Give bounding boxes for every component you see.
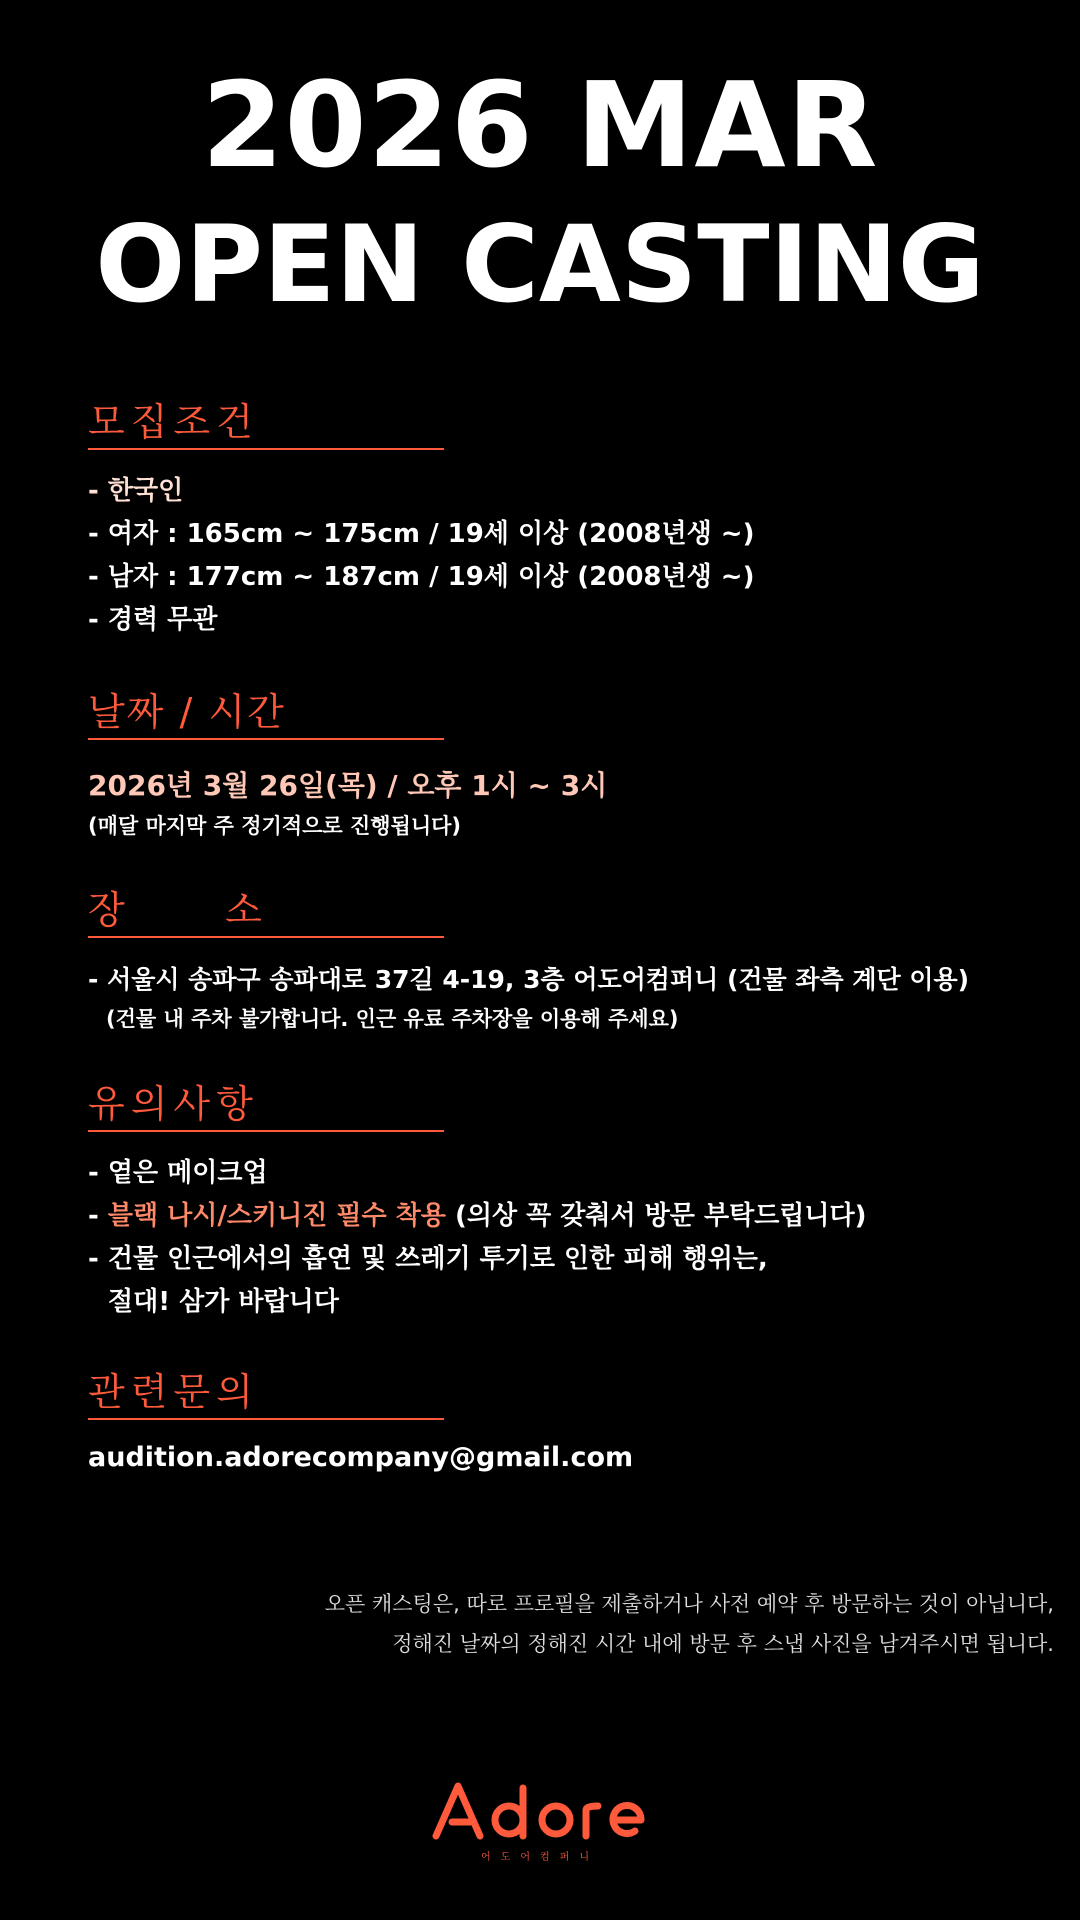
contact-email[interactable]: audition.adorecompany@gmail.com <box>88 1442 634 1473</box>
caution-highlight: 블랙 나시/스키니진 필수 착용 <box>107 1201 446 1231</box>
caution-bullet: - <box>88 1201 108 1231</box>
caution-item-continued: 절대! 삼가 바랍니다 <box>108 1287 339 1317</box>
open-casting-notice <box>325 1584 1054 1664</box>
event-date: 2026년 3월 26일(목) / 오후 1시 ~ 3시 <box>88 769 608 802</box>
caution-item: - 옅은 메이크업 <box>88 1158 268 1188</box>
requirement-item: - 여자 : 165cm ~ 175cm / 19세 이상 (2008년생 ~) <box>88 519 755 549</box>
datetime-section <box>88 688 1038 844</box>
requirement-item: - 한국인 <box>88 476 184 506</box>
poster-title <box>0 55 1080 335</box>
adore-logo <box>0 1780 1080 1863</box>
title-line-2: OPEN CASTING <box>95 203 985 326</box>
location-heading: 장 소 <box>88 886 444 938</box>
notice-line-1: 오픈 캐스팅은, 따로 프로필을 제출하거나 사전 예약 후 방문하는 것이 아닙니다, <box>324 1592 1054 1616</box>
requirement-item: - 남자 : 177cm ~ 187cm / 19세 이상 (2008년생 ~) <box>88 562 755 592</box>
requirements-section <box>88 398 1038 642</box>
location-section <box>88 886 1038 1037</box>
caution-rest: (의상 꼭 갖춰서 방문 부탁드립니다) <box>445 1201 867 1231</box>
contact-heading: 관련문의 <box>88 1368 444 1420</box>
event-date-note: (매달 마지막 주 정기적으로 진행됩니다) <box>88 814 462 838</box>
requirements-heading: 모집조건 <box>88 398 444 450</box>
adore-logo-mark <box>430 1780 650 1840</box>
location-address: - 서울시 송파구 송파대로 37길 4-19, 3층 어도어컴퍼니 (건물 좌측 계단 이용) <box>88 965 970 994</box>
location-note: (건물 내 주차 불가합니다. 인근 유료 주차장을 이용해 주세요) <box>106 1007 679 1031</box>
caution-item <box>88 1195 1038 1238</box>
datetime-heading: 날짜 / 시간 <box>88 688 444 740</box>
logo-subtitle: 어도어컴퍼니 <box>481 1852 599 1863</box>
cautions-heading: 유의사항 <box>88 1080 444 1132</box>
cautions-section <box>88 1080 1038 1324</box>
title-line-1: 2026 MAR <box>201 56 879 194</box>
contact-section <box>88 1368 1038 1479</box>
caution-item: - 건물 인근에서의 흡연 및 쓰레기 투기로 인한 피해 행위는, <box>88 1244 768 1274</box>
requirement-item: - 경력 무관 <box>88 605 218 635</box>
notice-line-2: 정해진 날짜의 정해진 시간 내에 방문 후 스냅 사진을 남겨주시면 됩니다. <box>392 1632 1054 1656</box>
